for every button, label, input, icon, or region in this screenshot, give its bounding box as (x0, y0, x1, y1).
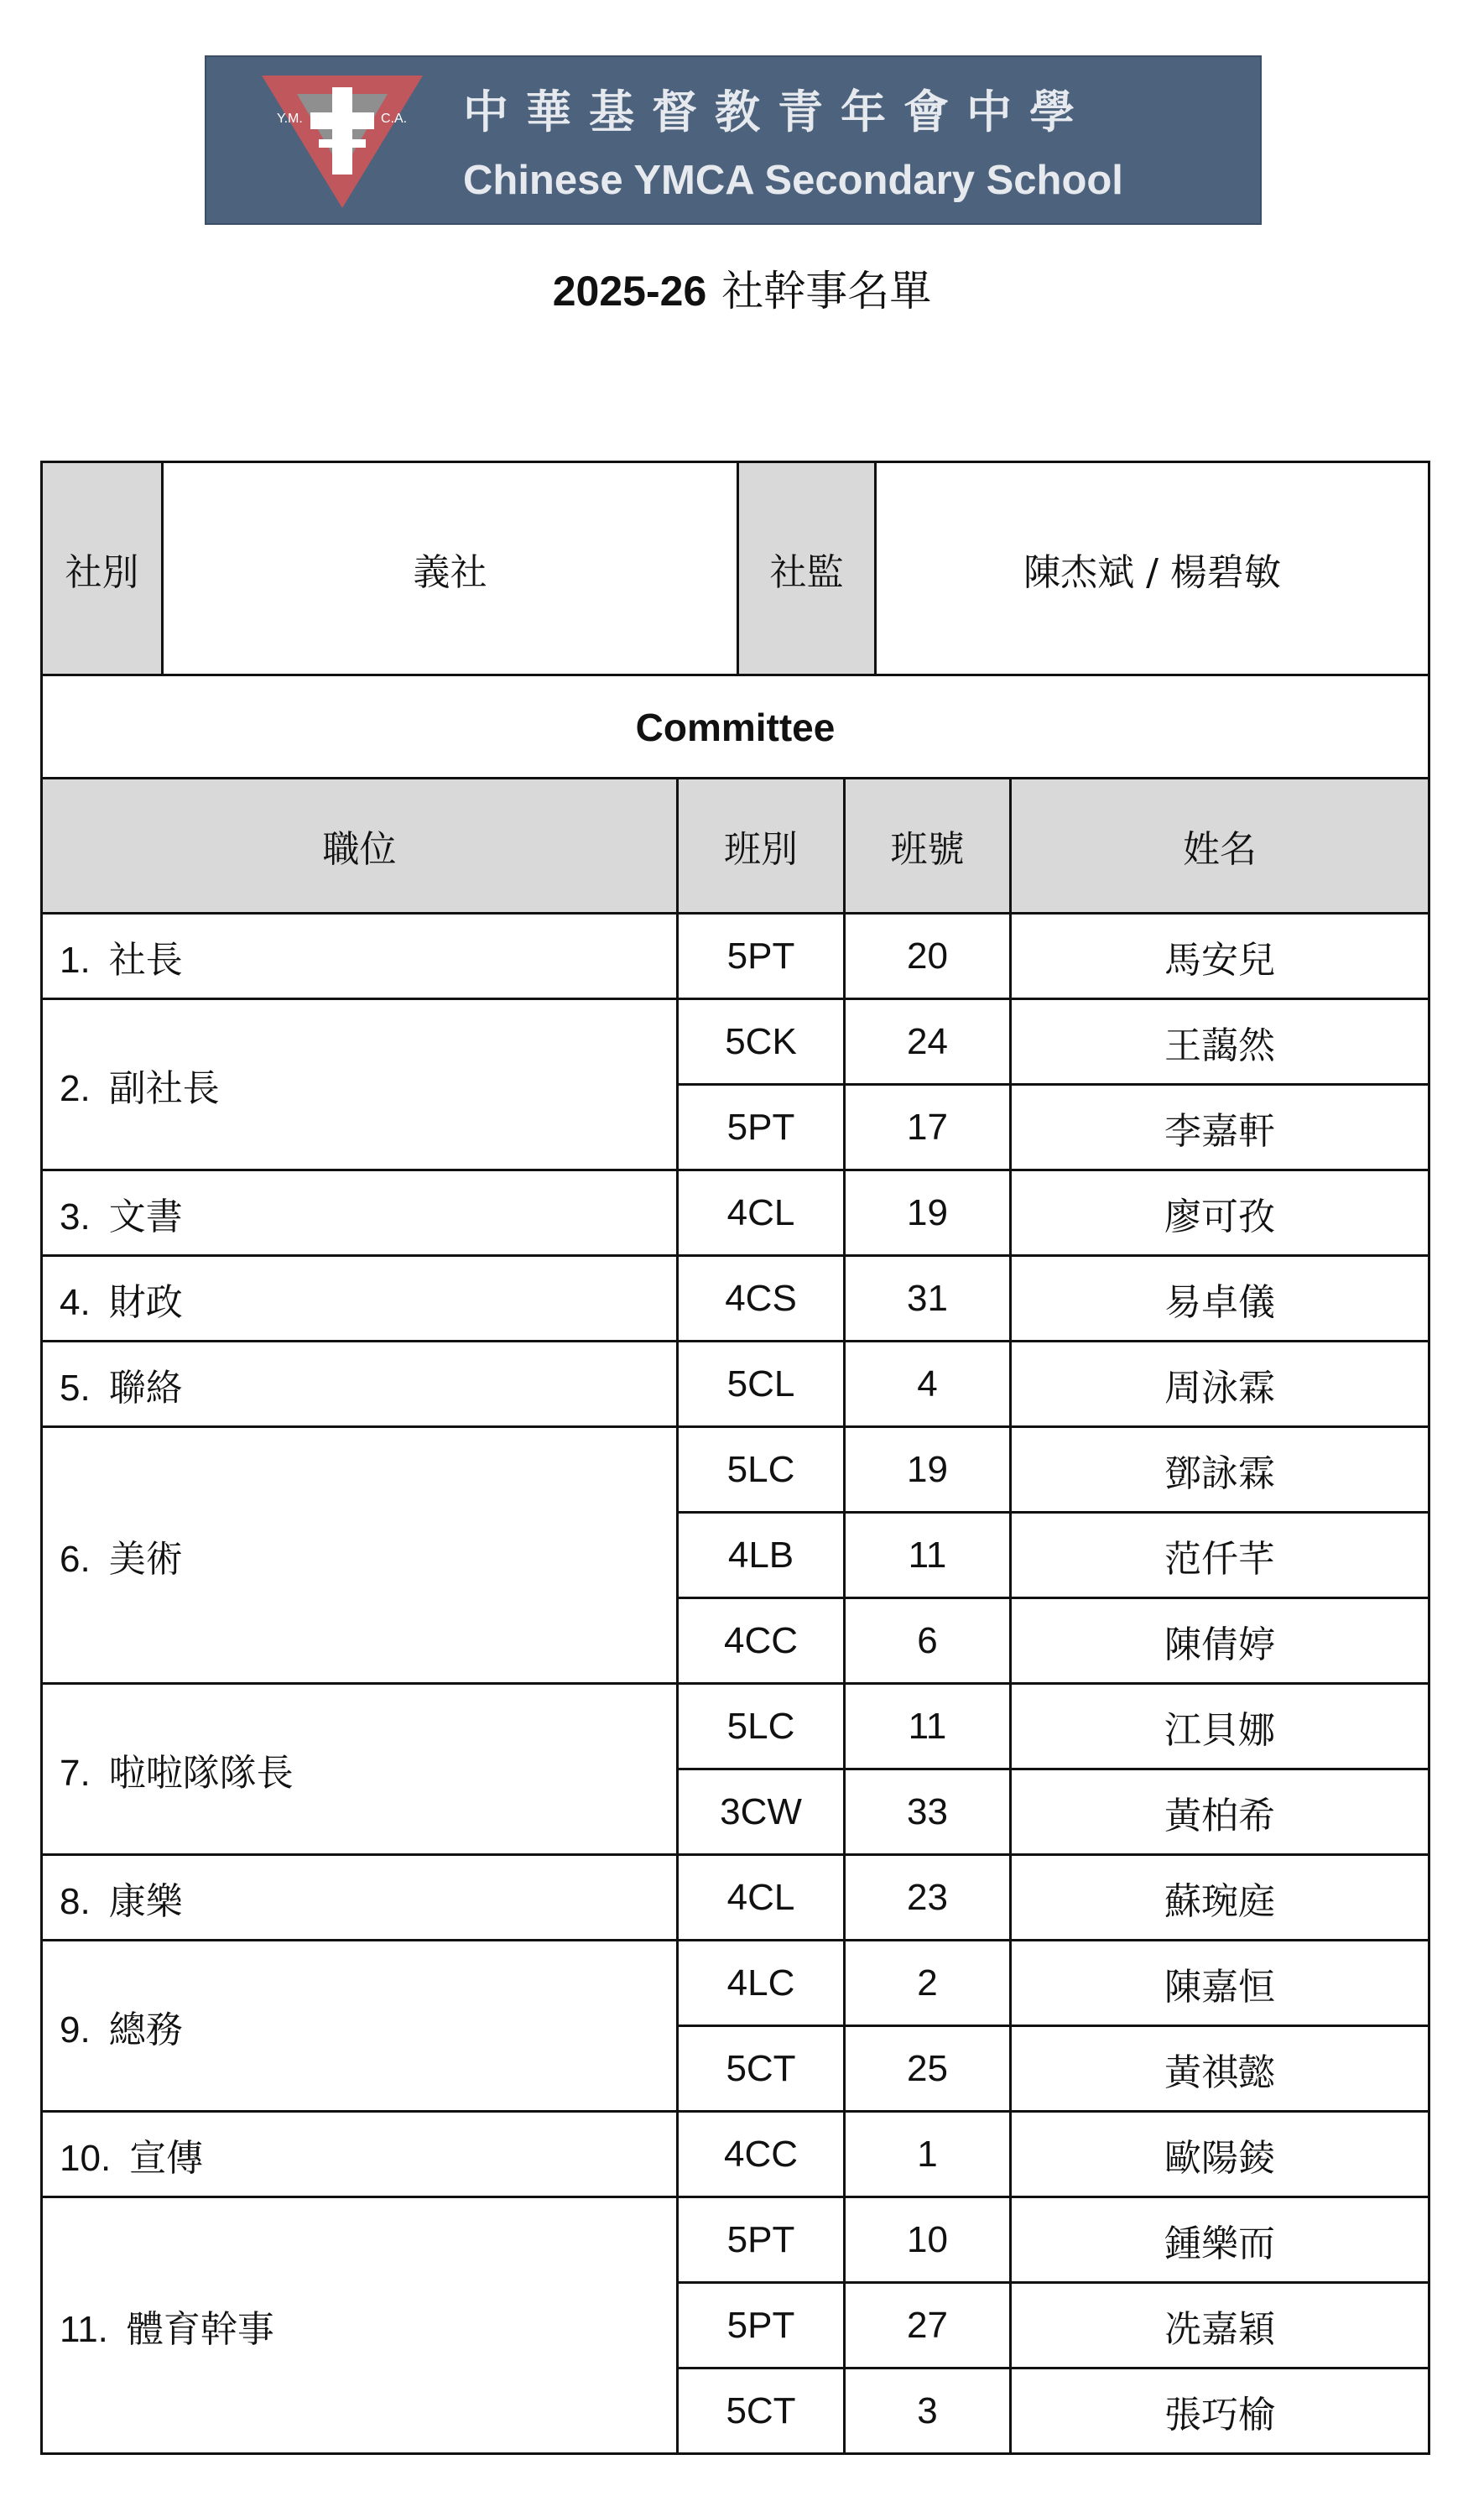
member-class-number: 20 (845, 914, 1011, 999)
position-title: 財政 (108, 1280, 183, 1324)
member-class: 4LC (678, 1941, 845, 2026)
position-cell (42, 1170, 678, 1256)
position-cell (42, 1427, 678, 1684)
member-name: 廖可孜 (1011, 1170, 1429, 1256)
member-class: 4CL (678, 1170, 845, 1256)
member-class: 5LC (678, 1427, 845, 1513)
position-index: 4. (60, 1281, 91, 1323)
table-row (42, 999, 1429, 1085)
position-index: 9. (60, 2009, 91, 2051)
member-class: 5CK (678, 999, 845, 1085)
table-row (42, 1170, 1429, 1256)
member-class-number: 11 (845, 1684, 1011, 1769)
committee-heading: Committee (42, 675, 1429, 779)
member-name: 江貝娜 (1011, 1684, 1429, 1769)
advisor-value: 陳杰斌 / 楊碧敏 (876, 462, 1429, 675)
position-title: 聯絡 (108, 1366, 183, 1410)
position-cell (42, 1941, 678, 2112)
member-class-number: 17 (845, 1085, 1011, 1170)
table-row (42, 1256, 1429, 1342)
header-position: 職位 (42, 779, 678, 914)
position-title: 宣傳 (129, 2136, 204, 2180)
member-class: 4CC (678, 1598, 845, 1684)
member-name: 蘇琬庭 (1011, 1855, 1429, 1941)
club-label: 社別 (42, 462, 163, 675)
member-class-number: 31 (845, 1256, 1011, 1342)
position-index: 10. (60, 2137, 112, 2179)
member-name: 冼嘉穎 (1011, 2283, 1429, 2368)
position-index: 7. (60, 1752, 91, 1794)
member-class-number: 19 (845, 1427, 1011, 1513)
position-cell (42, 1684, 678, 1855)
logo-text-right: C.A. (381, 112, 408, 126)
member-class-number: 19 (845, 1170, 1011, 1256)
advisor-label: 社監 (738, 462, 876, 675)
member-class: 5CT (678, 2026, 845, 2112)
member-name: 鍾樂而 (1011, 2197, 1429, 2283)
table-row (42, 2197, 1429, 2283)
position-cell (42, 2112, 678, 2197)
member-class-number: 4 (845, 1342, 1011, 1427)
position-index: 8. (60, 1880, 91, 1922)
position-index: 11. (60, 2308, 108, 2350)
position-title: 美術 (108, 1537, 183, 1581)
member-class: 4LB (678, 1513, 845, 1598)
member-name: 黃柏希 (1011, 1769, 1429, 1855)
member-name: 鄧詠霖 (1011, 1427, 1429, 1513)
table-row (42, 1855, 1429, 1941)
position-index: 2. (60, 1067, 91, 1109)
member-class: 5PT (678, 2197, 845, 2283)
member-name: 范仟芊 (1011, 1513, 1429, 1598)
table-row (42, 1684, 1429, 1769)
committee-row (42, 675, 1429, 779)
member-name: 歐陽錂 (1011, 2112, 1429, 2197)
member-class-number: 2 (845, 1941, 1011, 2026)
school-banner (205, 55, 1262, 225)
table-row (42, 1941, 1429, 2026)
member-name: 王藹然 (1011, 999, 1429, 1085)
school-name-chinese: 中華基督教青年會中學 (463, 86, 1092, 138)
member-class-number: 6 (845, 1598, 1011, 1684)
position-cell (42, 1342, 678, 1427)
member-class: 4CL (678, 1855, 845, 1941)
position-title: 社長 (108, 938, 183, 982)
position-title: 總務 (108, 2008, 183, 2051)
member-class: 4CS (678, 1256, 845, 1342)
member-name: 李嘉軒 (1011, 1085, 1429, 1170)
member-class: 4CC (678, 2112, 845, 2197)
position-title: 副社長 (108, 1066, 220, 1110)
member-class: 5PT (678, 2283, 845, 2368)
page-title (0, 262, 1484, 320)
member-class-number: 27 (845, 2283, 1011, 2368)
member-name: 陳倩婷 (1011, 1598, 1429, 1684)
position-cell (42, 2197, 678, 2454)
member-class: 3CW (678, 1769, 845, 1855)
member-name: 陳嘉恒 (1011, 1941, 1429, 2026)
title-year: 2025-26 (552, 268, 707, 315)
position-cell (42, 1855, 678, 1941)
member-class: 5CT (678, 2368, 845, 2454)
ymca-logo-icon (258, 69, 426, 213)
member-name: 黃祺懿 (1011, 2026, 1429, 2112)
member-class-number: 11 (845, 1513, 1011, 1598)
header-class-number: 班號 (845, 779, 1011, 914)
position-cell (42, 1256, 678, 1342)
position-cell (42, 999, 678, 1170)
position-title: 啦啦隊隊長 (108, 1751, 294, 1795)
member-class-number: 24 (845, 999, 1011, 1085)
position-index: 1. (60, 939, 91, 981)
member-class-number: 25 (845, 2026, 1011, 2112)
table-row (42, 2112, 1429, 2197)
club-value: 義社 (163, 462, 738, 675)
member-name: 易卓儀 (1011, 1256, 1429, 1342)
position-title: 文書 (108, 1195, 183, 1238)
school-name-english: Chinese YMCA Secondary School (463, 158, 1123, 203)
member-name: 張巧榆 (1011, 2368, 1429, 2454)
club-info-table (40, 461, 1430, 780)
logo-text-left: Y.M. (277, 112, 303, 126)
header-name: 姓名 (1011, 779, 1429, 914)
position-title: 康樂 (108, 1879, 183, 1923)
position-index: 5. (60, 1367, 91, 1409)
member-class-number: 23 (845, 1855, 1011, 1941)
members-table-body (42, 914, 1429, 2454)
table-header-row (42, 779, 1429, 914)
header-class: 班別 (678, 779, 845, 914)
table-row (42, 1427, 1429, 1513)
title-text: 社幹事名單 (721, 267, 932, 315)
table-row (42, 1342, 1429, 1427)
table-row (42, 914, 1429, 999)
member-name: 馬安兒 (1011, 914, 1429, 999)
member-name: 周泳霖 (1011, 1342, 1429, 1427)
position-cell (42, 914, 678, 999)
member-class: 5LC (678, 1684, 845, 1769)
member-class-number: 1 (845, 2112, 1011, 2197)
member-class-number: 3 (845, 2368, 1011, 2454)
position-index: 6. (60, 1538, 91, 1580)
position-index: 3. (60, 1196, 91, 1238)
committee-members-table (40, 777, 1430, 2455)
member-class-number: 10 (845, 2197, 1011, 2283)
member-class: 5CL (678, 1342, 845, 1427)
member-class: 5PT (678, 1085, 845, 1170)
position-title: 體育幹事 (126, 2307, 274, 2351)
member-class: 5PT (678, 914, 845, 999)
member-class-number: 33 (845, 1769, 1011, 1855)
club-info-row (42, 462, 1429, 675)
